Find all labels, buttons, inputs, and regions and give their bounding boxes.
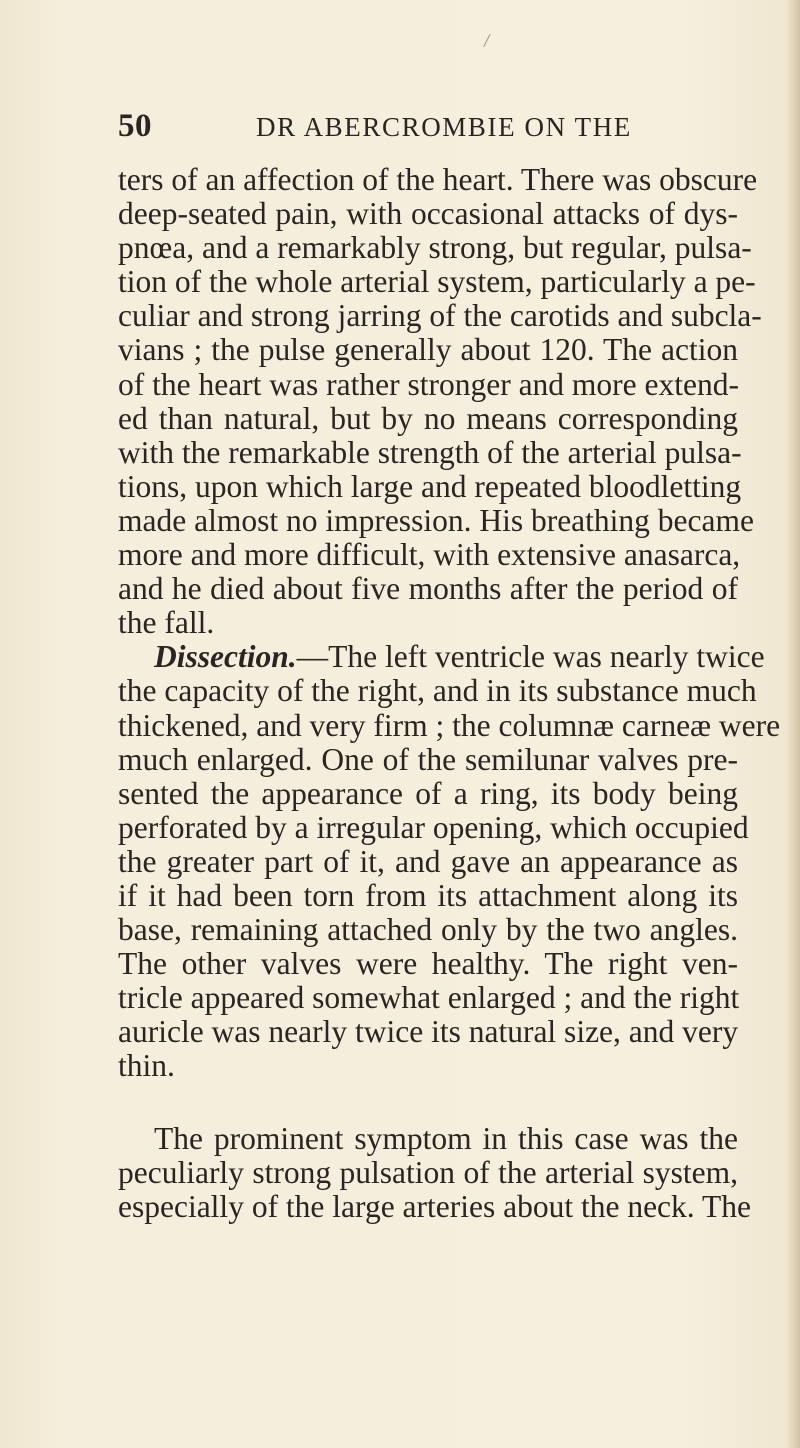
text-line: much enlarged. One of the semilunar valves pre-	[118, 741, 738, 777]
paragraph-dissection	[118, 639, 781, 1084]
text-line: peculiarly strong pulsation of the arterial system,	[118, 1154, 738, 1190]
text-line: sented the appearance of a ring, its body being	[118, 775, 738, 811]
text-line: ed than natural, but by no means corresponding	[118, 400, 738, 436]
running-title: DR ABERCROMBIE ON THE	[256, 112, 632, 142]
text-line: the greater part of it, and gave an appearance as	[118, 843, 738, 879]
text-line: more and more difficult, with extensive anasarca,	[118, 537, 741, 573]
text-line: perforated by a irregular opening, which occupied	[118, 809, 749, 845]
text-line: and he died about five months after the period of	[118, 571, 738, 607]
text-line: the fall.	[118, 605, 215, 641]
text-fragment: —The left ventricle was nearly twice	[296, 639, 765, 675]
text-line: The prominent symptom in this case was the	[154, 1120, 738, 1156]
text-line: with the remarkable strength of the arterial pulsa-	[118, 434, 742, 470]
text-line: of the heart was rather stronger and more extend-	[118, 366, 739, 402]
text-line: the capacity of the right, and in its substance much	[118, 673, 757, 709]
text-line: vians ; the pulse generally about 120. The action	[118, 332, 738, 368]
text-line: tricle appeared somewhat enlarged ; and the right	[118, 980, 740, 1016]
page-edge-shadow	[786, 0, 800, 1448]
text-line: thickened, and very firm ; the columnæ carneæ were	[118, 707, 781, 743]
text-line: made almost no impression. His breathing became	[118, 502, 754, 538]
text-line: tions, upon which large and repeated bloodletting	[118, 468, 742, 504]
text-line: deep-seated pain, with occasional attacks of dys-	[118, 196, 738, 232]
text-line: tion of the whole arterial system, particularly a pe-	[118, 264, 756, 300]
text-line: if it had been torn from its attachment along its	[118, 877, 738, 913]
ink-mark: /	[482, 29, 492, 53]
text-line: The other valves were healthy. The right ven-	[118, 946, 738, 982]
paragraph-gap	[118, 1084, 738, 1122]
running-head	[118, 108, 718, 148]
text-line: pnœa, and a remarkably strong, but regular, pulsa-	[118, 230, 752, 266]
text-line: thin.	[118, 1048, 175, 1084]
text-line	[118, 639, 765, 675]
text-line: auricle was nearly twice its natural size, and very	[118, 1014, 739, 1050]
text-line: ters of an affection of the heart. There was obscure	[118, 162, 758, 197]
body-text	[118, 162, 781, 1224]
paragraph-1	[118, 162, 762, 641]
text-line: especially of the large arteries about the neck. The	[118, 1188, 751, 1224]
paragraph-3	[118, 1120, 751, 1224]
section-lead: Dissection.	[154, 639, 297, 675]
page-number: 50	[118, 108, 152, 144]
text-line: base, remaining attached only by the two angles.	[118, 912, 738, 948]
text-line: culiar and strong jarring of the carotids and subcla-	[118, 298, 762, 334]
